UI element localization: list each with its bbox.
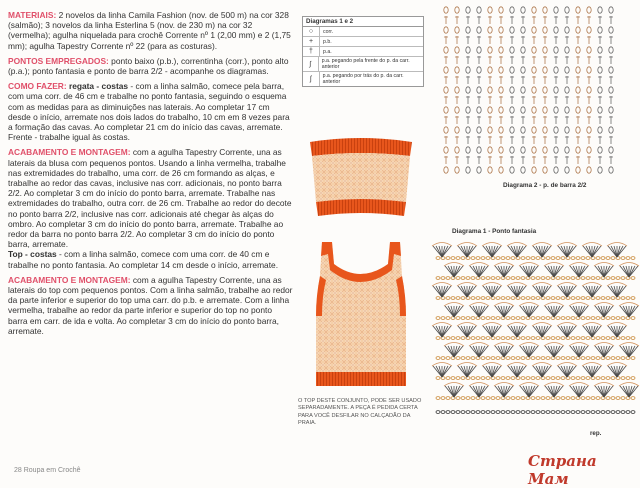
stitches-heading: PONTOS EMPREGADOS: bbox=[8, 55, 109, 66]
legend-row bbox=[303, 57, 423, 72]
stitch-legend bbox=[302, 16, 424, 87]
top-text: - com a linha salmão, comece com uma corr. de 40 cm e trabalhe no ponto fantasia. Ao completar 14 cm desde o início, arremate. bbox=[8, 249, 279, 270]
legend-row bbox=[303, 47, 423, 57]
front-post-symbol-icon: ∫ bbox=[303, 57, 319, 71]
finishing2-heading: ACABAMENTO E MONTAGEM: bbox=[8, 274, 131, 285]
back-post-symbol-icon: ʃ bbox=[303, 72, 320, 86]
legend-text: p.b. bbox=[323, 38, 332, 45]
top-photo bbox=[300, 136, 420, 218]
legend-row bbox=[303, 27, 423, 37]
diagram-2-label: Diagrama 2 - p. de barra 2/2 bbox=[503, 182, 587, 189]
materials-paragraph bbox=[8, 10, 293, 51]
page-footer: 28 Roupa em Crochê bbox=[14, 467, 81, 474]
chain-symbol-icon: ○ bbox=[303, 27, 320, 36]
legend-row bbox=[303, 72, 423, 86]
how-to-text: - com a linha salmão, comece pela barra, com uma corr. de 46 cm e trabalhe no ponto fantasia, seguindo o esquema com as medidas para as diminuições nas laterais. Ao completar 17 cm desde o início, arremate nos dois lados do trabalho, 10 cm em 8 vezes para a formação das cavas. Ao completar 21 cm do início das cavas, arremate. bbox=[8, 81, 290, 133]
top-lead: Top - costas bbox=[8, 249, 57, 260]
photo-caption: O TOP DESTE CONJUNTO, PODE SER USADO SEPARADAMENTE. A PEÇA É PEDIDA CERTA PARA VOCÊ DESFILAR NO CALÇADÃO DA PRAIA. bbox=[298, 398, 422, 427]
how-to-lead: regata - costas bbox=[68, 81, 129, 92]
diagram-1-label: Diagrama 1 - Ponto fantasia bbox=[452, 228, 537, 235]
stitches-text: ponto baixo (p.b.), correntinha (corr.), ponto alto (p.a.); ponto fantasia e ponto de barra 2/2 - acompanhe os diagramas. bbox=[8, 55, 289, 77]
double-crochet-symbol-icon: † bbox=[303, 47, 320, 56]
materials-heading: MATERIAIS: bbox=[8, 10, 57, 20]
materials-text: 2 novelos da linha Camila Fashion (nov. de 500 m) na cor 328 (salmão); 3 novelos da linha Esterlina 5 (nov. de 230 m) na cor 32 (vermelha); agulha niquelada para crochê Corrente nº 1 (2,00 mm) e 2 (1,75 mm); agulha Tapestry Corrente nº 22 (para as costuras). bbox=[8, 10, 291, 51]
finishing2-paragraph bbox=[8, 275, 293, 336]
diagram-2-ribbing bbox=[428, 0, 640, 224]
legend-row bbox=[303, 37, 423, 47]
instructions-column bbox=[8, 10, 293, 341]
legend-text: p.a. pegando pela frente do p. da carr. anterior bbox=[321, 58, 410, 70]
how-to-heading: COMO FAZER: bbox=[8, 81, 67, 92]
legend-title: Diagramas 1 e 2 bbox=[303, 17, 423, 27]
repeat-label: rep. bbox=[590, 430, 602, 437]
single-crochet-symbol-icon: + bbox=[303, 37, 320, 46]
diagram-1-fancy-stitch bbox=[430, 236, 640, 416]
finishing1-paragraph bbox=[8, 147, 293, 269]
legend-text: p.a. bbox=[323, 48, 332, 55]
how-to-front: Frente - trabalhe igual às costas. bbox=[8, 132, 130, 143]
finishing2-text: com a agulha Tapestry Corrente, una as laterais do top com pequenos pontos. Com a linha salmão, trabalhe ao redor da parte inferior e superior do top uma carr. do p.b. e arremate. Com a linha vermelha, trabalhe ao redor da parte inferior e superior do top no ponto barra em carr. de ida e volta. Ao completar 3 cm do início do ponto barra, arremate. bbox=[8, 274, 293, 336]
tank-top-photo bbox=[302, 236, 420, 392]
legend-text: p.a. pegando por trás do p. da carr. anterior bbox=[322, 73, 404, 85]
stitches-paragraph bbox=[8, 56, 293, 76]
legend-text: corr. bbox=[323, 28, 334, 35]
finishing1-text: com a agulha Tapestry Corrente, una as laterais da blusa com pequenos pontos. Usando a linha vermelha, trabalhe nas extremidades do trabalho, uma corr. de 26 cm formando as alças, e trabalhe ao redor das cavas, inclusive nas corr. adicionais, no ponto barra 2/2. Ao completar 3 cm do início do ponto barra, arremate. Trabalhe nas extremidades do trabalho, outra corr. de 26 cm. Trabalhe ao redor do decote no ponto barra 2/2, inclusive nas corr. adicionais até chegar às alças do ombro. Ao completar 3 cm do início do ponto barra, arremate. Trabalhe ao redor da barra no ponto barra 2/2. Ao completar 3 cm do início do ponto barra, arremate. bbox=[8, 147, 292, 250]
how-to-paragraph bbox=[8, 81, 293, 142]
watermark: Страна Мам bbox=[528, 452, 597, 488]
finishing1-heading: ACABAMENTO E MONTAGEM: bbox=[8, 147, 131, 158]
